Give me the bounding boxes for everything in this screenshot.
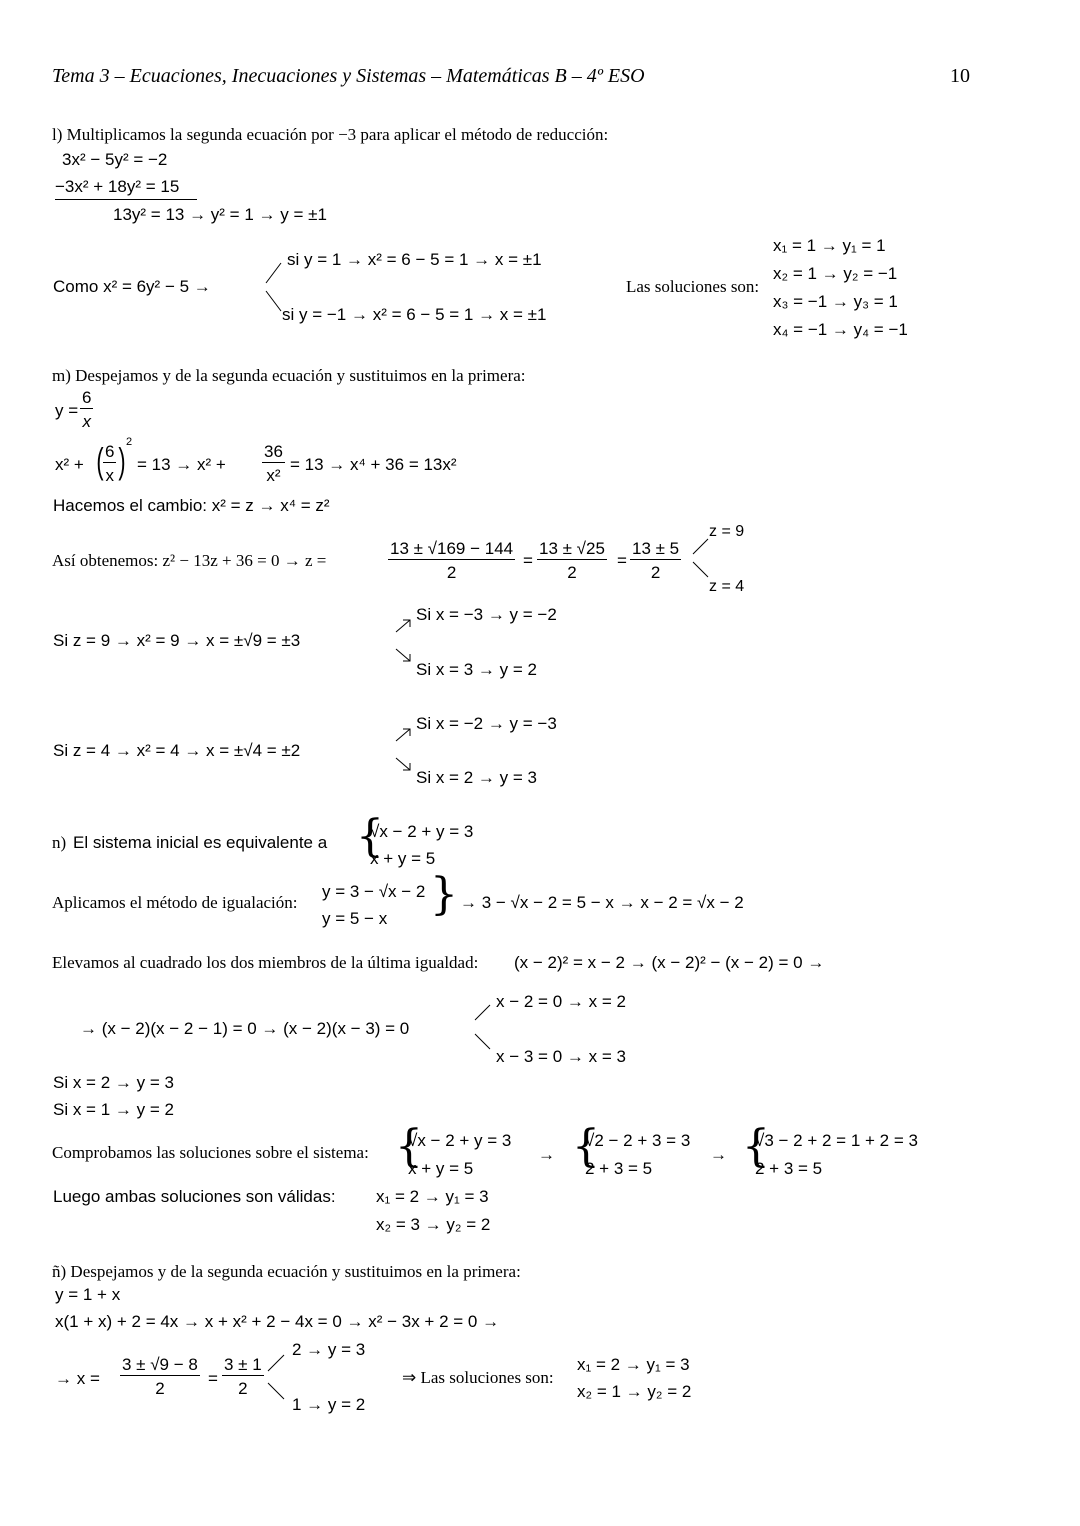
m-left-paren: (: [96, 440, 104, 481]
n-check-3b: 2 + 3 = 5: [755, 1159, 823, 1178]
l-solution-4: x₄ = −1 → y₄ = −1: [773, 320, 908, 339]
l-case-2: si y = −1 → x² = 6 − 5 = 1 → x = ±1: [282, 305, 547, 324]
m-z9-arrow-down: [396, 649, 410, 661]
m-substitution-a: x² +: [55, 455, 84, 474]
m-si-z4: Si z = 4 → x² = 4 → x = ±√4 = ±2: [53, 741, 301, 760]
enye-x-label: → x =: [55, 1369, 100, 1388]
l-equation-1: 3x² − 5y² = −2: [62, 150, 168, 169]
enye-branch-up: [268, 1355, 284, 1371]
l-branch-down: [266, 291, 281, 311]
n-root-1: x − 2 = 0 → x = 2: [496, 992, 626, 1011]
n-factorization: → (x − 2)(x − 2 − 1) = 0 → (x − 2)(x − 3) = 0: [80, 1019, 410, 1038]
n-elevamos: Elevamos al cuadrado los dos miembros de la última igualdad:: [52, 953, 479, 972]
m-f2-num: 13 ± √25: [539, 539, 605, 558]
m-z-4: z = 4: [709, 578, 745, 595]
n-igualacion: Aplicamos el método de igualación:: [52, 893, 298, 912]
m-si-z9: Si z = 9 → x² = 9 → x = ±√9 = ±3: [53, 631, 301, 650]
n-solution-1: x₁ = 2 → y₁ = 3: [376, 1187, 489, 1206]
m-z4-arrow-up: [396, 729, 410, 741]
m-sub-frac-num: 6: [105, 442, 115, 461]
n-check-arrow-2: →: [710, 1145, 727, 1164]
l-sum-result: 13y² = 13 → y² = 1 → y = ±1: [113, 205, 327, 224]
l-solution-2: x₂ = 1 → y₂ = −1: [773, 264, 898, 283]
section-enye-intro: ñ) Despejamos y de la segunda ecuación y sustituimos en la primera:: [52, 1262, 521, 1281]
n-ig-2: y = 5 − x: [322, 909, 388, 928]
n-check-3a: √3 − 2 + 2 = 1 + 2 = 3: [755, 1131, 918, 1150]
m-sub-c-num: 36: [264, 442, 283, 461]
enye-branch-down: [268, 1383, 284, 1399]
l-branch-up: [266, 263, 281, 283]
m-si-z9-b: Si x = 3 → y = 2: [416, 660, 537, 679]
m-z-branch-up: [693, 539, 708, 554]
n-check-2b: 2 + 3 = 5: [585, 1159, 653, 1178]
enye-solution-1: x₁ = 2 → y₁ = 3: [577, 1355, 690, 1374]
n-comprobamos: Comprobamos las soluciones sobre el sistema:: [52, 1143, 369, 1162]
enye-f2-num: 3 ± 1: [224, 1355, 262, 1374]
m-y-label: y =: [55, 401, 79, 420]
section-m-intro: m) Despejamos y de la segunda ecuación y sustituimos en la primera:: [52, 366, 526, 385]
enye-equals: =: [208, 1369, 218, 1388]
n-check-brace-2: {: [572, 1121, 600, 1172]
n-root-2: x − 3 = 0 → x = 3: [496, 1047, 626, 1066]
n-solution-2: x₂ = 3 → y₂ = 2: [376, 1215, 491, 1234]
n-si-x2: Si x = 2 → y = 3: [53, 1073, 174, 1092]
enye-f2-den: 2: [238, 1379, 248, 1398]
n-check-brace-1: {: [395, 1121, 423, 1172]
n-intro: El sistema inicial es equivalente a: [73, 833, 328, 852]
n-root-branch-up: [475, 1005, 490, 1020]
n-system-brace: {: [356, 811, 384, 862]
m-z9-arrow-up: [396, 620, 410, 632]
m-cambio: Hacemos el cambio: x² = z → x⁴ = z²: [53, 496, 330, 515]
l-solution-3: x₃ = −1 → y₃ = 1: [773, 292, 898, 311]
enye-f1-num: 3 ± √9 − 8: [122, 1355, 198, 1374]
page-header-title: Tema 3 – Ecuaciones, Inecuaciones y Sistemas – Matemáticas B – 4º ESO: [52, 65, 645, 87]
enye-y-eq: y = 1 + x: [55, 1285, 121, 1304]
m-asi: Así obtenemos: z² − 13z + 36 = 0 → z =: [52, 551, 327, 570]
n-elevamos-eq: (x − 2)² = x − 2 → (x − 2)² − (x − 2) = 0 →: [514, 953, 825, 972]
l-solutions-label: Las soluciones son:: [626, 277, 760, 296]
n-system-2: x + y = 5: [370, 849, 436, 868]
m-substitution-b: = 13 → x² +: [137, 455, 226, 474]
n-ig-1: y = 3 − √x − 2: [322, 882, 426, 901]
n-ig-brace: }: [430, 869, 458, 920]
m-sub-frac-den: x: [105, 466, 114, 485]
m-y-num: 6: [82, 388, 92, 407]
enye-solution-2: x₂ = 1 → y₂ = 2: [577, 1382, 692, 1401]
n-ig-result: → 3 − √x − 2 = 5 − x → x − 2 = √x − 2: [460, 893, 744, 912]
l-solution-1: x₁ = 1 → y₁ = 1: [773, 236, 886, 255]
l-case-1: si y = 1 → x² = 6 − 5 = 1 → x = ±1: [287, 250, 542, 269]
m-si-z4-a: Si x = −2 → y = −3: [416, 714, 557, 733]
m-equals-1: =: [523, 551, 533, 570]
section-l-intro: l) Multiplicamos la segunda ecuación por −3 para aplicar el método de reducción:: [52, 125, 609, 144]
m-z-9: z = 9: [709, 523, 745, 540]
n-check-1b: x + y = 5: [408, 1159, 474, 1178]
n-letter: n): [52, 833, 67, 852]
m-z-branch-down: [693, 562, 708, 577]
n-check-arrow-1: →: [538, 1145, 555, 1164]
m-y-den: x: [82, 412, 91, 431]
m-f3-num: 13 ± 5: [632, 539, 680, 558]
n-system-1: √x − 2 + y = 3: [370, 822, 474, 841]
n-check-brace-3: {: [742, 1121, 770, 1172]
n-check-1a: √x − 2 + y = 3: [408, 1131, 512, 1150]
n-check-2a: √2 − 2 + 3 = 3: [585, 1131, 691, 1150]
enye-equation: x(1 + x) + 2 = 4x → x + x² + 2 − 4x = 0 → x² − 3x + 2 = 0 →: [55, 1312, 500, 1331]
m-f2-den: 2: [567, 563, 577, 582]
n-luego: Luego ambas soluciones son válidas:: [53, 1187, 336, 1206]
m-z4-arrow-down: [396, 758, 410, 770]
m-si-z9-a: Si x = −3 → y = −2: [416, 605, 557, 624]
m-si-z4-b: Si x = 2 → y = 3: [416, 768, 537, 787]
n-si-x1: Si x = 1 → y = 2: [53, 1100, 174, 1119]
m-sub-c-den: x²: [266, 466, 281, 485]
enye-branch-2: 1 → y = 2: [292, 1395, 366, 1414]
m-f1-den: 2: [446, 563, 457, 582]
m-equals-2: =: [617, 551, 627, 570]
enye-solutions-label: ⇒ Las soluciones son:: [402, 1368, 554, 1387]
m-square-exp: 2: [126, 436, 133, 448]
page-number: 10: [950, 65, 970, 87]
m-substitution-d: = 13 → x⁴ + 36 = 13x²: [290, 455, 457, 474]
enye-f1-den: 2: [155, 1379, 165, 1398]
m-right-paren: ): [118, 440, 126, 481]
m-f1-num: 13 ± √169 − 144: [390, 539, 514, 558]
enye-branch-1: 2 → y = 3: [292, 1340, 366, 1359]
m-f3-den: 2: [650, 563, 661, 582]
l-como: Como x² = 6y² − 5 →: [53, 277, 211, 296]
n-root-branch-down: [475, 1034, 490, 1049]
l-equation-2: −3x² + 18y² = 15: [55, 177, 180, 196]
